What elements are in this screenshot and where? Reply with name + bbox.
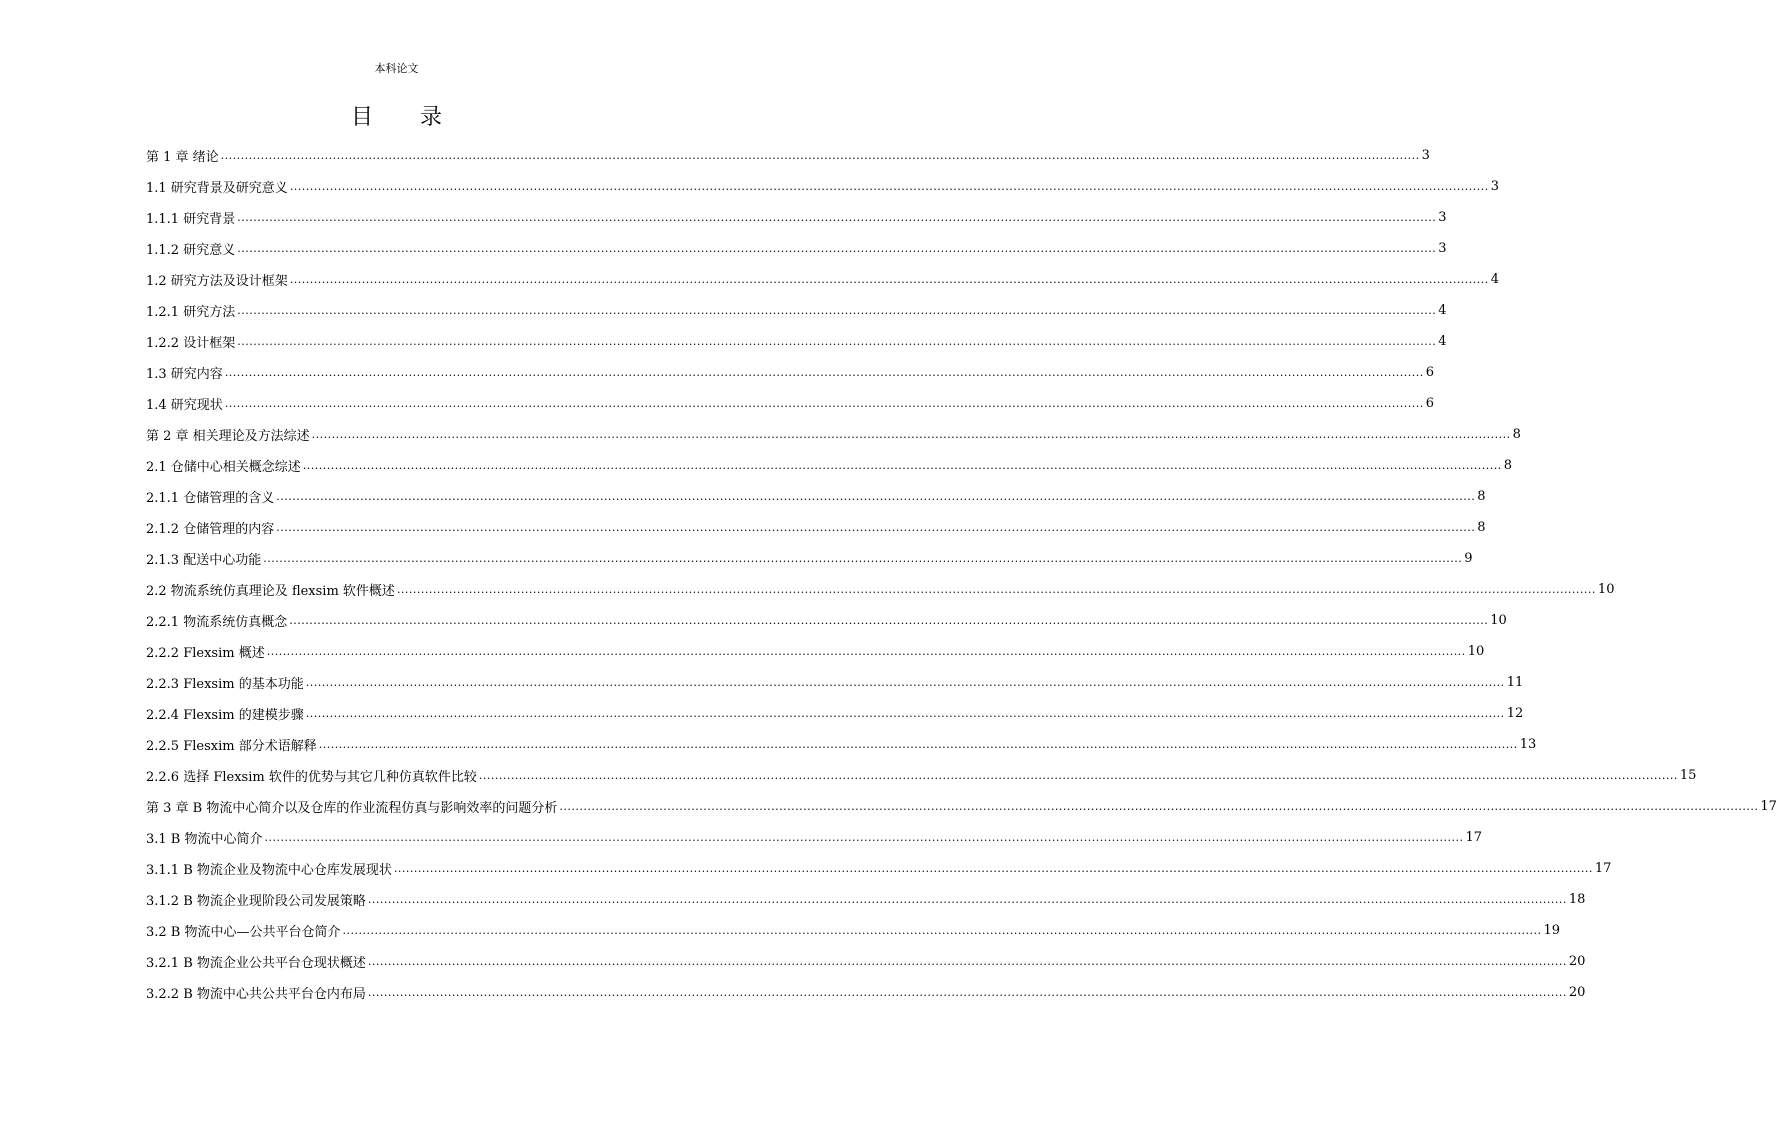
toc-dot-leader: ............................................................................................................................................................................................................................................................................................................: [302, 459, 1502, 472]
toc-entry-label: 3.2.1 B 物流企业公共平台仓现状概述: [146, 956, 366, 971]
toc-entry[interactable]: [146, 698, 1524, 729]
toc-dot-leader: ............................................................................................................................................................................................................................................................................................................: [318, 738, 1518, 751]
toc-entry-page-number: 6: [1425, 365, 1435, 380]
toc-entry-page-number: 4: [1438, 334, 1447, 349]
toc-dot-leader: ............................................................................................................................................................................................................................................................................................................: [237, 211, 1437, 224]
toc-entry-label: 2.2.3 Flexsim 的基本功能: [146, 677, 304, 692]
toc-dot-leader: ............................................................................................................................................................................................................................................................................................................: [559, 800, 1759, 813]
toc-dot-leader: ............................................................................................................................................................................................................................................................................................................: [396, 583, 1596, 596]
toc-entry[interactable]: [146, 729, 1537, 760]
toc-dot-leader: ............................................................................................................................................................................................................................................................................................................: [263, 552, 1463, 565]
toc-entry[interactable]: [146, 295, 1447, 326]
toc-entry-label: 2.2.4 Flexsim 的建模步骤: [146, 708, 304, 723]
toc-entry-label: 2.1.3 配送中心功能: [146, 553, 262, 568]
toc-entry-label: 1.4 研究现状: [146, 398, 223, 413]
toc-entry-page-number: 20: [1568, 954, 1586, 969]
toc-entry-label: 3.2 B 物流中心—公共平台仓简介: [146, 925, 341, 940]
toc-entry-page-number: 17: [1594, 861, 1612, 876]
toc-dot-leader: ............................................................................................................................................................................................................................................................................................................: [367, 986, 1567, 999]
toc-entry[interactable]: [146, 574, 1615, 605]
toc-dot-leader: ............................................................................................................................................................................................................................................................................................................: [237, 304, 1437, 317]
toc-entry-page-number: 3: [1438, 241, 1447, 256]
toc-entry-page-number: 8: [1512, 427, 1521, 442]
toc-dot-leader: ............................................................................................................................................................................................................................................................................................................: [289, 180, 1489, 193]
toc-entry-label: 1.1.2 研究意义: [146, 243, 236, 258]
toc-entry[interactable]: [146, 481, 1486, 512]
toc-entry-label: 1.2.1 研究方法: [146, 305, 236, 320]
toc-entry[interactable]: [146, 419, 1521, 450]
toc-dot-leader: ............................................................................................................................................................................................................................................................................................................: [311, 428, 1511, 441]
toc-entry[interactable]: [146, 264, 1500, 295]
toc-entry-page-number: 3: [1421, 148, 1430, 163]
toc-entry[interactable]: [146, 884, 1586, 915]
toc-entry-page-number: 10: [1467, 644, 1485, 659]
toc-entry-page-number: 10: [1597, 582, 1615, 597]
toc-dot-leader: ............................................................................................................................................................................................................................................................................................................: [305, 676, 1505, 689]
toc-entry[interactable]: [146, 543, 1473, 574]
page-header: 本科论文: [374, 62, 419, 75]
toc-entry[interactable]: [146, 822, 1483, 853]
toc-entry-label: 1.2.2 设计框架: [146, 336, 236, 351]
toc-entry[interactable]: [146, 357, 1435, 388]
toc-dot-leader: ............................................................................................................................................................................................................................................................................................................: [342, 924, 1542, 937]
toc-entry-page-number: 12: [1506, 706, 1524, 721]
table-of-contents: [146, 140, 1777, 1008]
toc-dot-leader: ............................................................................................................................................................................................................................................................................................................: [237, 242, 1437, 255]
toc-dot-leader: ............................................................................................................................................................................................................................................................................................................: [367, 893, 1567, 906]
toc-entry-page-number: 8: [1477, 489, 1486, 504]
toc-dot-leader: ............................................................................................................................................................................................................................................................................................................: [367, 955, 1567, 968]
toc-entry-page-number: 15: [1679, 768, 1697, 783]
toc-entry-label: 3.1 B 物流中心简介: [146, 832, 263, 847]
toc-dot-leader: ............................................................................................................................................................................................................................................................................................................: [224, 366, 1424, 379]
toc-entry[interactable]: [146, 636, 1485, 667]
toc-entry-page-number: 17: [1760, 799, 1777, 814]
toc-entry-label: 1.1 研究背景及研究意义: [146, 181, 288, 196]
toc-entry-page-number: 6: [1425, 396, 1435, 411]
toc-entry-page-number: 4: [1438, 303, 1447, 318]
toc-entry[interactable]: [146, 946, 1586, 977]
toc-entry-label: 3.1.1 B 物流企业及物流中心仓库发展现状: [146, 863, 392, 878]
toc-entry-label: 第 1 章 绪论: [146, 150, 219, 165]
toc-entry-label: 2.2.5 Flesxim 部分术语解释: [146, 739, 317, 754]
toc-entry[interactable]: [146, 760, 1697, 791]
toc-dot-leader: ............................................................................................................................................................................................................................................................................................................: [393, 862, 1593, 875]
toc-entry[interactable]: [146, 853, 1612, 884]
toc-entry[interactable]: [146, 450, 1513, 481]
toc-entry-label: 1.1.1 研究背景: [146, 212, 236, 227]
toc-entry-page-number: 4: [1490, 272, 1500, 287]
toc-entry-label: 第 2 章 相关理论及方法综述: [146, 429, 310, 444]
toc-entry[interactable]: [146, 233, 1447, 264]
toc-entry[interactable]: [146, 388, 1435, 419]
toc-entry[interactable]: [146, 140, 1430, 171]
toc-entry-page-number: 13: [1519, 737, 1537, 752]
toc-entry-page-number: 8: [1477, 520, 1486, 535]
toc-dot-leader: ............................................................................................................................................................................................................................................................................................................: [289, 273, 1489, 286]
toc-entry-label: 第 3 章 B 物流中心简介以及仓库的作业流程仿真与影响效率的问题分析: [146, 801, 558, 816]
toc-dot-leader: ............................................................................................................................................................................................................................................................................................................: [237, 335, 1437, 348]
toc-dot-leader: ............................................................................................................................................................................................................................................................................................................: [220, 149, 1420, 162]
toc-entry[interactable]: [146, 326, 1447, 357]
toc-entry-label: 2.2.2 Flexsim 概述: [146, 646, 265, 661]
toc-entry[interactable]: [146, 202, 1447, 233]
toc-dot-leader: ............................................................................................................................................................................................................................................................................................................: [478, 769, 1678, 782]
toc-entry[interactable]: [146, 605, 1507, 636]
toc-entry-label: 2.1.1 仓储管理的含义: [146, 491, 275, 506]
toc-entry[interactable]: [146, 171, 1500, 202]
toc-dot-leader: ............................................................................................................................................................................................................................................................................................................: [276, 521, 1476, 534]
toc-entry[interactable]: [146, 915, 1561, 946]
toc-title: 目 录: [351, 105, 462, 130]
toc-entry-page-number: 3: [1490, 179, 1500, 194]
toc-dot-leader: ............................................................................................................................................................................................................................................................................................................: [266, 645, 1466, 658]
toc-dot-leader: ............................................................................................................................................................................................................................................................................................................: [224, 397, 1424, 410]
toc-entry-page-number: 17: [1465, 830, 1483, 845]
toc-entry-page-number: 11: [1506, 675, 1524, 690]
toc-entry-label: 2.1 仓储中心相关概念综述: [146, 460, 301, 475]
toc-entry-label: 3.2.2 B 物流中心共公共平台仓内布局: [146, 987, 366, 1002]
toc-entry[interactable]: [146, 667, 1524, 698]
toc-entry-label: 2.1.2 仓储管理的内容: [146, 522, 275, 537]
toc-entry-label: 3.1.2 B 物流企业现阶段公司发展策略: [146, 894, 366, 909]
toc-entry-page-number: 18: [1568, 892, 1586, 907]
toc-entry-page-number: 3: [1438, 210, 1447, 225]
toc-entry-page-number: 20: [1568, 985, 1586, 1000]
toc-entry-label: 1.2 研究方法及设计框架: [146, 274, 288, 289]
toc-entry[interactable]: [146, 512, 1486, 543]
toc-dot-leader: ............................................................................................................................................................................................................................................................................................................: [305, 707, 1505, 720]
toc-entry-label: 2.2 物流系统仿真理论及 flexsim 软件概述: [146, 584, 395, 599]
toc-entry[interactable]: [146, 977, 1586, 1008]
toc-entry-label: 1.3 研究内容: [146, 367, 223, 382]
toc-entry-label: 2.2.6 选择 Flexsim 软件的优势与其它几种仿真软件比较: [146, 770, 477, 785]
toc-entry[interactable]: [146, 791, 1777, 822]
toc-entry-page-number: 19: [1543, 923, 1561, 938]
toc-entry-page-number: 10: [1490, 613, 1507, 628]
toc-entry-page-number: 8: [1503, 458, 1513, 473]
toc-dot-leader: ............................................................................................................................................................................................................................................................................................................: [276, 490, 1476, 503]
toc-dot-leader: ............................................................................................................................................................................................................................................................................................................: [289, 614, 1489, 627]
toc-entry-label: 2.2.1 物流系统仿真概念: [146, 615, 288, 630]
toc-entry-page-number: 9: [1464, 551, 1473, 566]
toc-dot-leader: ............................................................................................................................................................................................................................................................................................................: [264, 831, 1464, 844]
